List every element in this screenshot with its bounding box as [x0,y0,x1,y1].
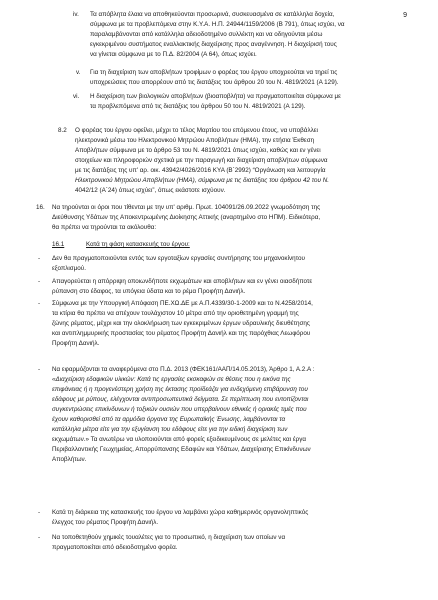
text-line: εξοπλισμού. [52,265,86,272]
text-line: Περιβαλλοντικής Γεωχημείας, Απορρύπανσης Εδαφών και Υδάτων, Διαχείρισης Επικίνδυνων [52,446,311,453]
text-line: παραλαμβάνονται από κατάλληλα αδειοδοτημένο συλλέκτη και να οδηγούνται μέσω [90,31,323,38]
text-line: κατάλληλα μέτρα είτε για την εξυγίανση του εδάφους είτε για την ειδική διαχείριση των [52,426,288,433]
text-line: Διεύθυνσης Υδάτων της Αποκεντρωμένης Διοίκησης Αττικής (αναρτημένο στο ΗΠΜ). Ειδικότερα, [52,214,321,221]
text-line: Αποβλήτων. [52,456,87,463]
text-line: Για τη διαχείριση των αποβλήτων τροφίμων ο φορέας του έργου υποχρεούται να τηρεί τις [90,69,338,76]
item-marker-16: 16. [36,204,45,211]
paragraph-vi [90,92,408,112]
bullet-item [52,254,410,274]
text-line: Να εφαρμόζονται τα αναφερόμενα στο Π.Δ. 2013 (ΦΕΚ161/ΑΑΠ/14.05.2013), Άρθρο 1, Α.2.Α : [52,366,315,373]
paragraph-v [90,68,408,88]
page-number: 9 [403,12,407,19]
text-line: Δεν θα πραγματοποιούνται εντός των εργοταξίων εργασίες συντήρησης του μηχανοκίνητου [52,255,305,262]
bullet-marker: - [38,255,41,262]
item-marker-iv: iv. [73,11,79,18]
bullet-marker: - [38,278,41,285]
paragraph-16 [52,203,410,233]
text-line: Να τηρούνται οι όροι που τίθενται με την υπ' αριθμ. Πρωτ. 104091/26.09.2022 γνωμοδότηση της [52,204,321,211]
text-line: στοιχείων και πληροφοριών σχετικά με την παραγωγή και διαχείριση αποβλήτων σύμφωνα [75,157,328,164]
text-line: επιφάνειας ή η προγενέστερη χρήση της έκτασης προϊδεάζει για ενδεχόμενη επιβάρυνση του [52,386,308,393]
text-line: με τις διατάξεις της υπ' αρ. οικ. 43942/4026/2016 ΚΥΑ (Β΄2992) “Οργάνωση και λειτουργία [75,167,326,174]
text-line: Να τοποθετηθούν χημικές τουαλέτες για το προσωπικό, η διαχείριση των οποίων να [52,534,286,541]
bullet-marker: - [38,366,41,373]
text-line: ηλεκτρονικά μέσω του Ηλεκτρονικού Μητρώου Αποβλήτων (ΗΜΑ), την ετήσια Έκθεση [75,137,315,144]
subsection-title: Κατά τη φάση κατασκευής του έργου: [86,241,190,248]
text-line: Προφήτη Δανιήλ. [52,340,100,347]
text-line: να γίνεται σύμφωνα με το Π.Δ. 82/2004 (Α 64), όπως ισχύει. [90,51,257,58]
bullet-marker: - [38,534,41,541]
bullet-marker: - [38,300,41,307]
text-line: «Διαχείριση εδαφικών υλικών: Κατά τις εργασίες εκσκαφών σε θέσεις που η εικόνα της [52,376,291,383]
text-line: τα κτίρια θα πρέπει να απέχουν τουλάχιστον 10 μέτρα από την οριοθετημένη γραμμή της [52,310,299,317]
item-marker-8-2: 8.2 [58,127,67,134]
text-line: εδάφους με ρύπους, ελέγχονται αντιπροσωπευτικά δείγματα. Σε περίπτωση που εντοπίζονται [52,396,309,403]
text-line: Τα απόβλητα έλαια να αποθηκεύονται προσωρινά, συσκευασμένα σε κατάλληλα δοχεία, [90,11,335,18]
bullet-item [52,508,410,528]
text-line: Η διαχείριση των βιολογικών αποβλήτων (βιοαποβλήτα) να πραγματοποιείται σύμφωνα με [90,93,341,100]
bullet-item [52,277,410,297]
text-line: εκχωμάτων.» Τα ανωτέρω να υλοποιούνται από φορείς εξειδικευμένους σε μελέτες και έργα [52,436,307,443]
text-line: Αποβλήτων σύμφωνα με το άρθρο 53 του Ν. 4819/2021 όπως ισχύει, καθώς και εν γένει [75,147,321,154]
text-line: έχουν καθορισθεί από τα αρμόδια όργανα της Ευρωπαϊκής Ένωσης, λαμβάνονται τα [52,416,286,423]
bullet-marker: - [38,509,41,516]
text-line: έλεγχος του ρέματος Προφήτη Δανιήλ. [52,519,159,526]
text-line: 4042/12 (Α΄24) όπως ισχύει”, όπως εκάστοτε ισχύουν. [75,187,226,194]
text-line: πραγματοποιείται από αδειοδοτημένο φορέα. [52,544,178,551]
text-line: εγκεκριμένου συστήματος εναλλακτικής διαχείρισης προς αναγέννηση. Η διαχείρισή τους [90,41,337,48]
text-line: ρύπανση στο έδαφος, τα υπόγεια ύδατα και το ρέμα Προφήτη Δανιήλ. [52,288,246,295]
bullet-item [52,533,410,553]
text-line: Απαγορεύεται η απόρριψη οποιωνδήποτε εκχωμάτων και αποβλήτων και εν γένει οιασδήποτε [52,278,313,285]
item-marker-vi: vi. [73,93,80,100]
text-line: Ηλεκτρονικού Μητρώου Αποβλήτων (ΗΜΑ), σύμφωνα με τις διατάξεις του άρθρου 42 του Ν. [75,177,330,184]
text-line: συγκεντρώσεις επικίνδυνων ή τοξικών ουσιών που υπερβαίνουν εθνικές ή οριακές τιμές που [52,406,307,413]
text-line: τα προβλεπόμενα από τις διατάξεις του άρθρου 50 του Ν. 4819/2021 (Α 129). [90,103,306,110]
subsection-number: 16.1 [52,241,65,248]
text-line: Σύμφωνα με την Υπουργική Απόφαση ΠΕ.ΧΩ.ΔΕ με Α.Π.4339/30-1-2009 και το Ν.4258/2014, [52,300,313,307]
text-line: θα πρέπει να τηρούνται τα ακόλουθα: [52,224,157,231]
bullet-item [52,299,410,349]
paragraph-iv [90,10,408,60]
text-line: Ο φορέας του έργου οφείλει, μέχρι το τέλος Μαρτίου του επόμενου έτους, να υποβάλλει [75,127,318,134]
paragraph-8-2 [75,126,407,196]
item-marker-v: v. [76,69,81,76]
text-line: υποχρεώσεις που απορρέουν από τις διατάξεις του άρθρου 20 του Ν. 4819/2021 (Α 129). [90,79,339,86]
text-line: και αντιπλημμυρικής προστασίας του ρέματος Προφήτη Δανιήλ και της παρόχθιας Λεωφόρου [52,330,311,337]
text-line: σύμφωνα με τα προβλεπόμενα στην Κ.Υ.Α. Η.Π. 24944/1159/2006 (Β 791), όπως ισχύει, να [90,21,345,28]
bullet-item [52,365,410,465]
text-line: Κατά τη διάρκεια της κατασκευής του έργου να λαμβάνει χώρα καθημερινός οργανοληπτικός [52,509,309,516]
text-line: ζώνης ρέματος, μέχρι και την ολοκλήρωση των εγκεκριμένων έργων υδραυλικής διευθέτησης [52,320,310,327]
